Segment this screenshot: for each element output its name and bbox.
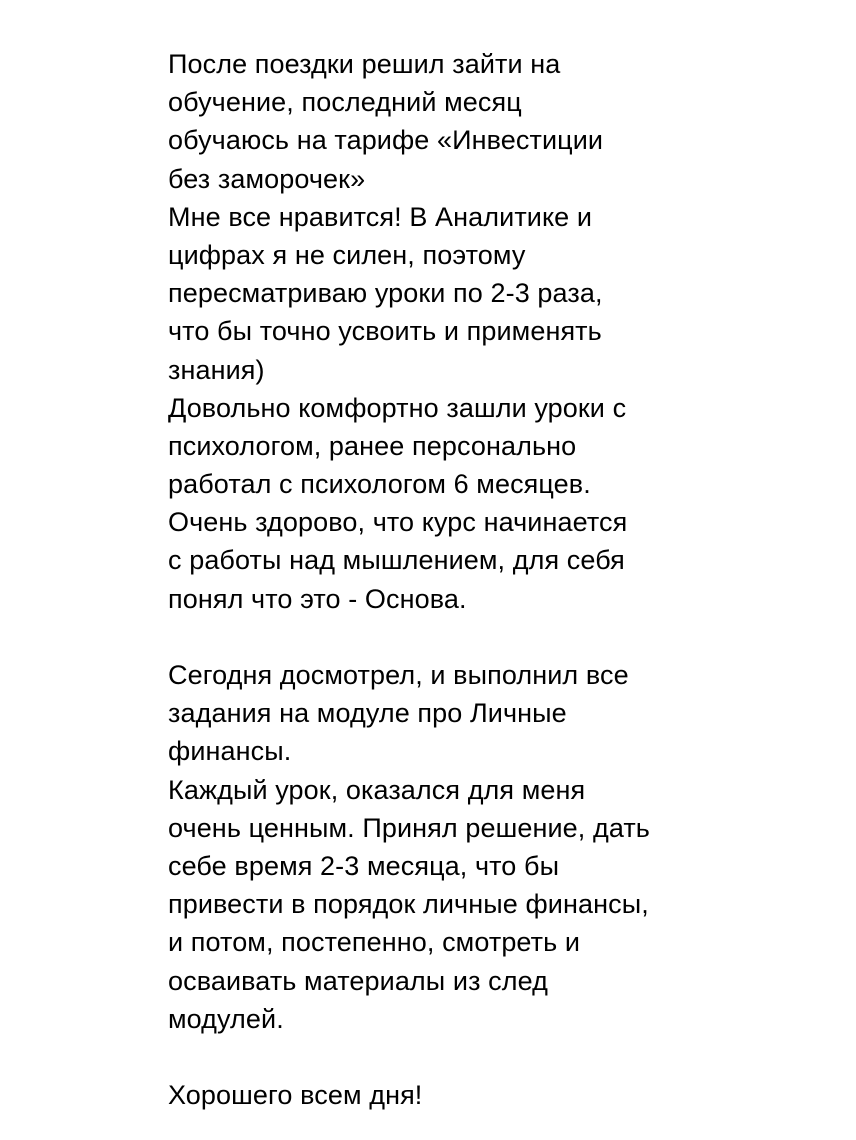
message-text: [168, 45, 828, 1114]
message-line: задания на модуле про Личные: [168, 698, 567, 729]
message-line: цифрах я не силен, поэтому: [168, 239, 526, 270]
message-line: Хорошего всем дня!: [168, 1080, 423, 1111]
message-line: знания): [168, 354, 265, 385]
paragraph-gap: [168, 1038, 828, 1076]
message-line: с работы над мышлением, для себя: [168, 545, 625, 576]
message-line: модулей.: [168, 1003, 284, 1034]
paragraph-gap: [168, 618, 828, 656]
message-line: осваивать материалы из след: [168, 965, 548, 996]
message-line: Очень здорово, что курс начинается: [168, 507, 628, 538]
message-line: работал с психологом 6 месяцев.: [168, 469, 591, 500]
message-line: Мне все нравится! В Аналитике и: [168, 201, 593, 232]
message-line: привести в порядок личные финансы,: [168, 889, 649, 920]
message-line: После поездки решил зайти на: [168, 49, 561, 79]
message-line: финансы.: [168, 736, 292, 767]
message-line: что бы точно усвоить и применять: [168, 316, 602, 347]
message-line: себе время 2-3 месяца, что бы: [168, 850, 560, 881]
message-line: обучение, последний месяц: [168, 87, 522, 118]
message-line: очень ценным. Принял решение, дать: [168, 812, 650, 843]
message-line: психологом, ранее персонально: [168, 430, 577, 461]
message-line: Сегодня досмотрел, и выполнил все: [168, 660, 629, 690]
message-line: Каждый урок, оказался для меня: [168, 774, 586, 805]
message-line: и потом, постепенно, смотреть и: [168, 927, 581, 958]
message-line: обучаюсь на тарифе «Инвестиции: [168, 125, 604, 156]
message-line: без заморочек»: [168, 163, 366, 194]
message-line: пересматриваю уроки по 2-3 раза,: [168, 278, 603, 309]
message-line: Довольно комфортно зашли уроки с: [168, 392, 627, 423]
message-line: понял что это - Основа.: [168, 583, 467, 614]
